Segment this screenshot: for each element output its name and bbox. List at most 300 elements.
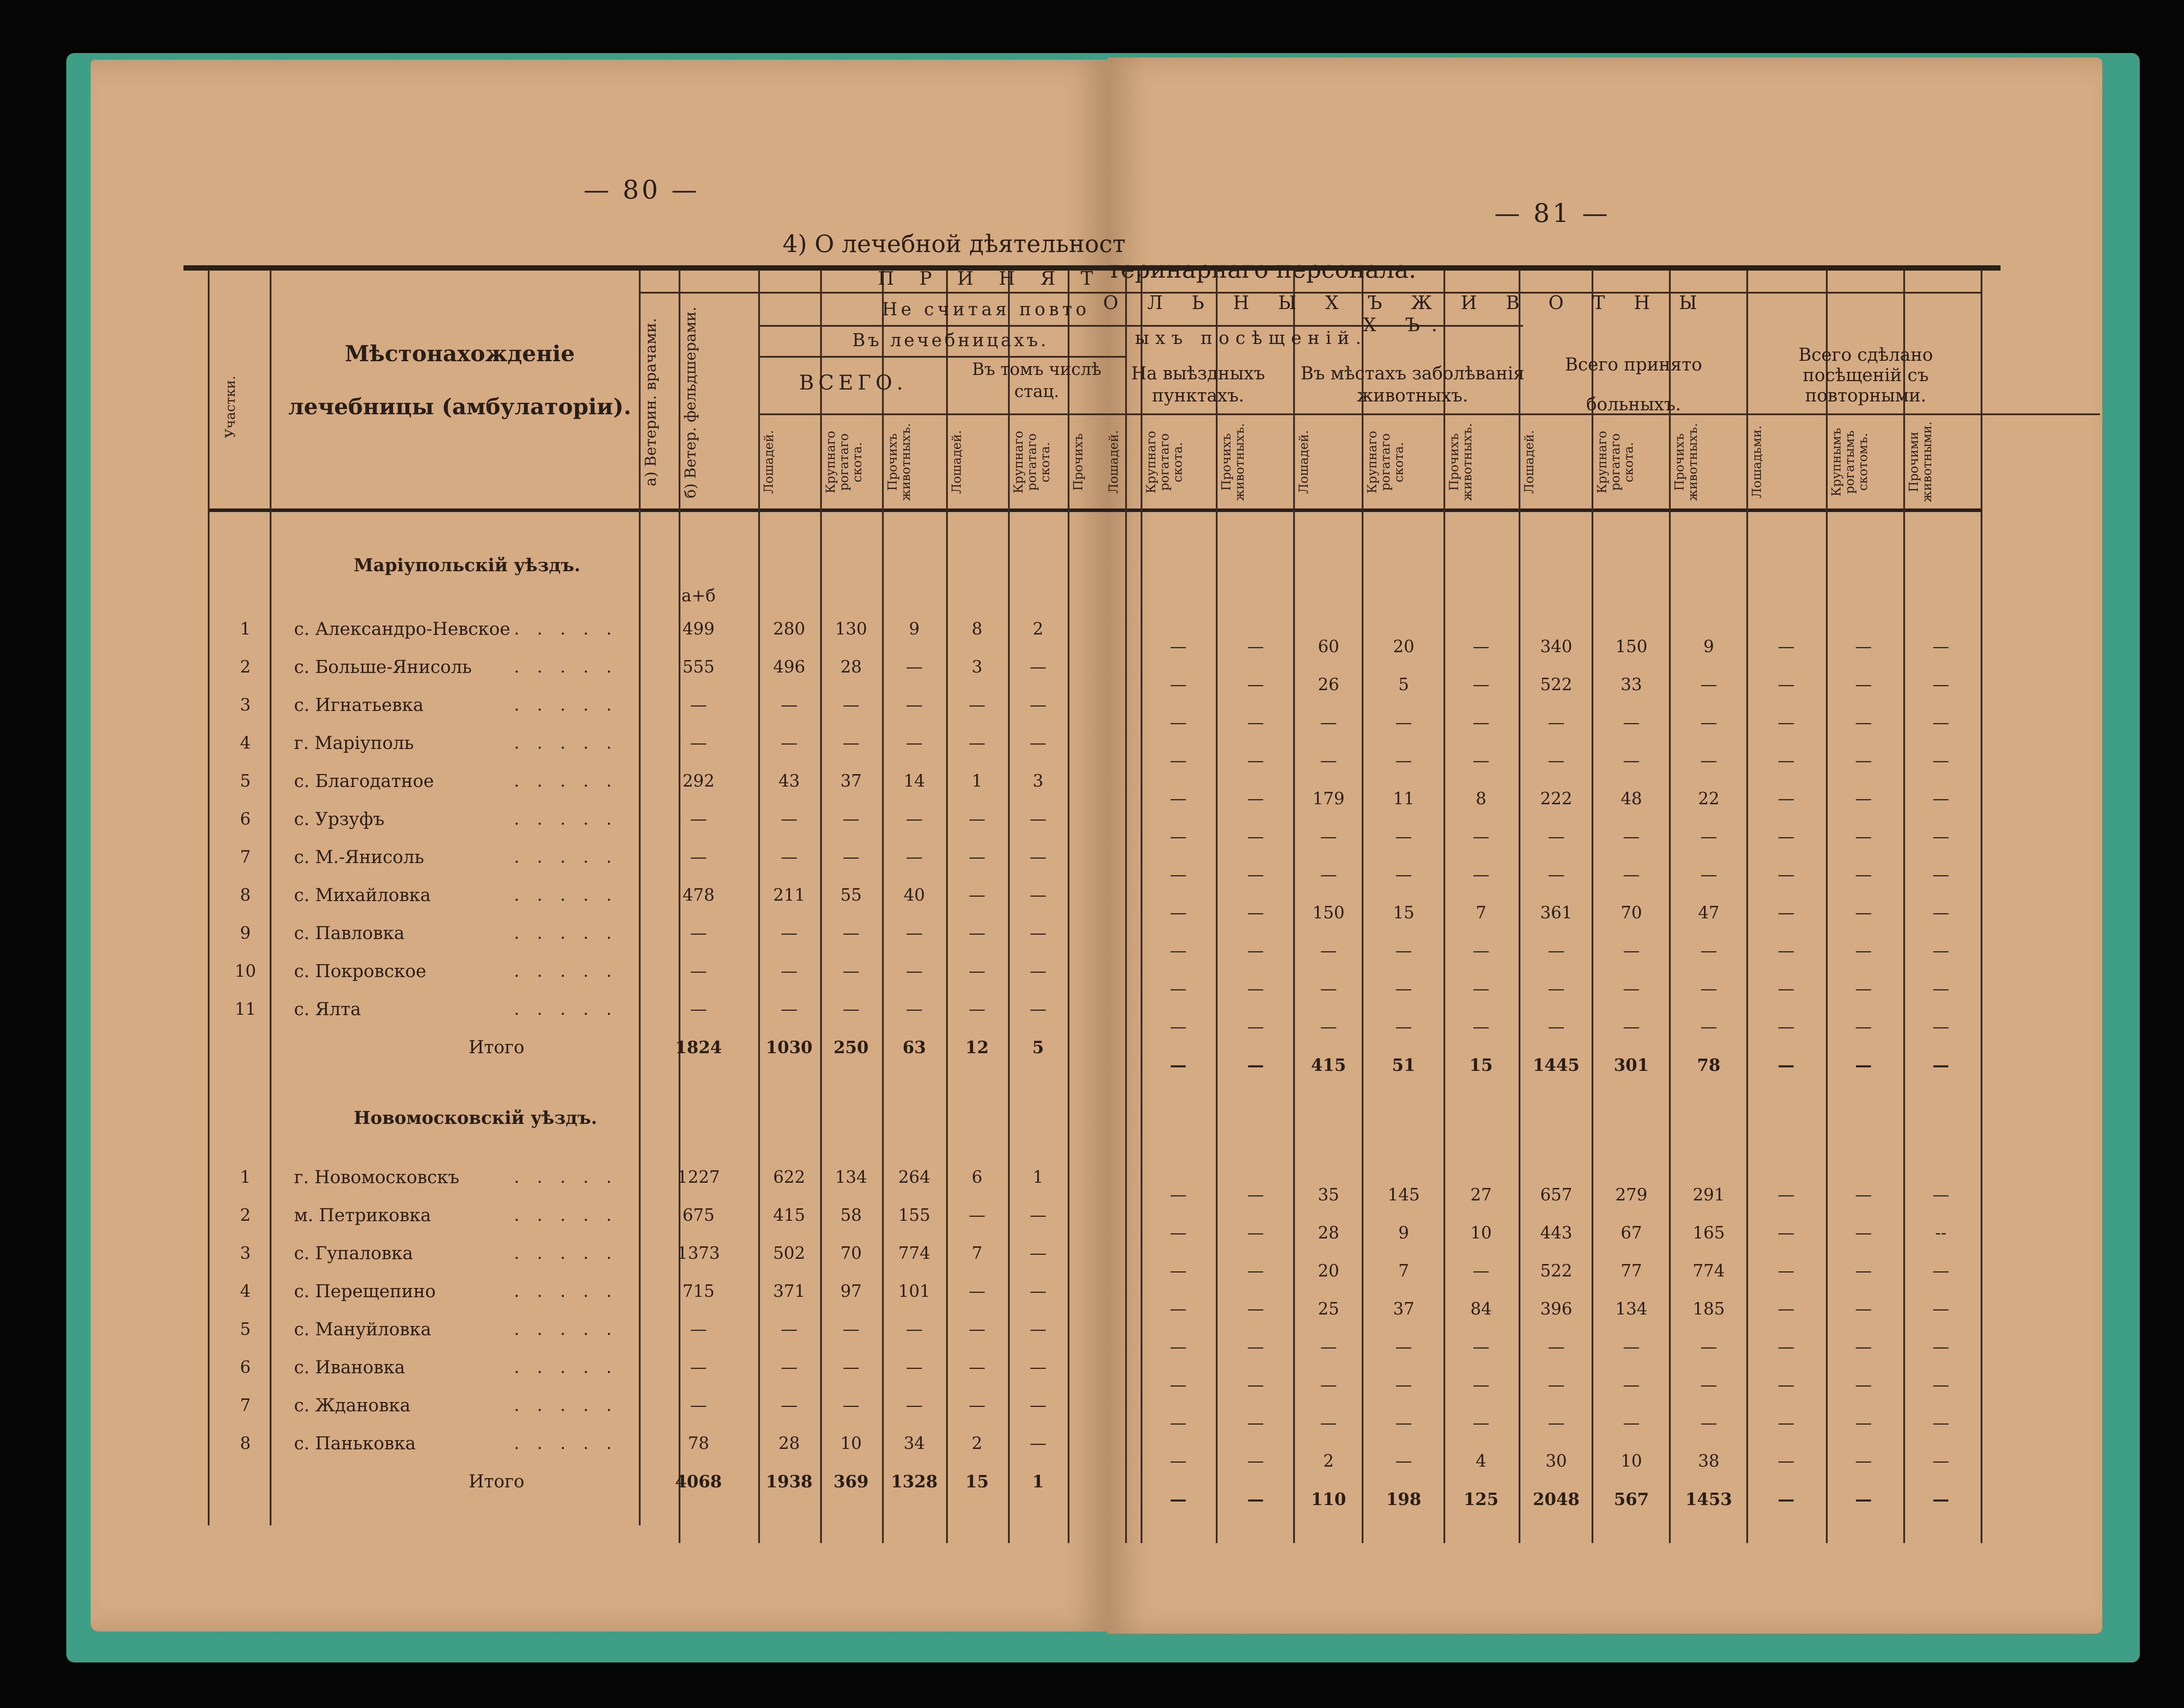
cell-k1: 28 [840, 657, 862, 676]
cell-sk: — [1855, 713, 1872, 732]
cell-tl: — [1548, 751, 1565, 770]
cell-mp: — [1473, 1413, 1489, 1433]
cell-l2: — [969, 1357, 985, 1377]
row-location: с. Гупаловка [294, 1243, 413, 1264]
cell-tk: — [1623, 1017, 1640, 1036]
cell-vl: — [1247, 675, 1264, 694]
cell-vl: — [1247, 713, 1264, 732]
col-location: Мѣстонахожденіе лечебницы (амбулаторіи). [288, 340, 631, 420]
cell-tk: 134 [1615, 1299, 1648, 1318]
cell-k1: 10 [840, 1433, 862, 1453]
cell-vk: — [1170, 903, 1187, 922]
cell-l1: — [781, 1357, 798, 1377]
cell-mp: — [1473, 675, 1489, 694]
cell-sk: — [1855, 1337, 1872, 1356]
row-location: с. Мануйловка [294, 1319, 431, 1340]
cell-ab: — [690, 733, 707, 753]
cell-mk: — [1395, 1375, 1412, 1395]
column-line [882, 270, 884, 1543]
column-line [1669, 270, 1671, 1543]
h-vsego: ВСЕГО. [799, 371, 908, 394]
row-location: с. Урзуфъ [294, 809, 385, 829]
cell-sp: — [1932, 1337, 1949, 1356]
cell-tl: — [1548, 827, 1565, 846]
cell-sk: — [1855, 1017, 1872, 1036]
cell-tk: — [1623, 1337, 1640, 1356]
row-leader: . . . . . [514, 733, 618, 753]
total-tl: 1445 [1533, 1055, 1580, 1075]
cell-p1: — [906, 1357, 923, 1377]
cell-mk: — [1395, 941, 1412, 960]
cell-mp: 8 [1475, 789, 1487, 808]
cell-sl: — [1778, 1451, 1795, 1471]
cell-sl: — [1778, 1185, 1795, 1204]
cell-l1: 28 [778, 1433, 800, 1453]
row-location: с. М.-Янисоль [294, 847, 424, 867]
cell-p1: 101 [898, 1281, 931, 1301]
row-location: с. Ялта [294, 999, 361, 1020]
cell-k2: — [1030, 809, 1046, 829]
cell-sl: — [1778, 789, 1795, 808]
cell-mk: 11 [1393, 789, 1415, 808]
cell-mk: 7 [1398, 1261, 1409, 1280]
cell-vk: — [1170, 1413, 1187, 1433]
row-number: 7 [240, 1395, 251, 1415]
section-title: Маріупольскій уѣздъ. [354, 555, 580, 576]
cell-tl: 443 [1540, 1223, 1573, 1242]
row-leader: . . . . . [514, 771, 618, 791]
cell-vl: — [1247, 789, 1264, 808]
cell-sp: — [1932, 827, 1949, 846]
cell-tp: — [1700, 1375, 1717, 1395]
cell-tp: 291 [1692, 1185, 1725, 1204]
cell-p1: 774 [898, 1243, 931, 1263]
column-line [1826, 270, 1828, 1543]
total-tp: 1453 [1685, 1489, 1732, 1509]
cell-tp: — [1700, 865, 1717, 884]
total-mp: 15 [1469, 1055, 1493, 1075]
row-leader: . . . . . [514, 1243, 618, 1263]
cell-mp: 10 [1470, 1223, 1492, 1242]
cell-ab: — [690, 809, 707, 829]
cell-ml: 2 [1323, 1451, 1334, 1471]
cell-k2: — [1030, 695, 1046, 715]
row-number: 3 [240, 1243, 251, 1263]
cell-k1: 70 [840, 1243, 862, 1263]
column-line [270, 270, 271, 1525]
cell-tk: 10 [1620, 1451, 1642, 1471]
cell-l1: 280 [773, 619, 806, 638]
row-leader: . . . . . [514, 809, 618, 829]
cell-vk: — [1170, 865, 1187, 884]
row-location: м. Петриковка [294, 1205, 431, 1226]
subheader-loshad_short: Лошадей. [949, 430, 964, 494]
cell-ab: — [690, 1319, 707, 1339]
cell-sl: — [1778, 1413, 1795, 1433]
cell-tp: 47 [1698, 903, 1720, 922]
subheader-loshadey: Лошадей. [1296, 430, 1311, 494]
cell-tp: — [1700, 713, 1717, 732]
cell-tl: — [1548, 1017, 1565, 1036]
row-location: с. Павловка [294, 923, 405, 944]
subheader-prochimi: Прочими животными. [1906, 421, 1934, 503]
total-label: Итого [469, 1471, 525, 1492]
column-line [1141, 270, 1142, 1543]
cell-ml: 150 [1312, 903, 1345, 922]
cell-sk: — [1855, 1375, 1872, 1395]
cell-vk: — [1170, 1223, 1187, 1242]
cell-vk: — [1170, 1375, 1187, 1395]
cell-sk: — [1855, 1261, 1872, 1280]
cell-p1: — [906, 695, 923, 715]
cell-sl: — [1778, 675, 1795, 694]
cell-ab: 1373 [677, 1243, 720, 1263]
cell-k1: 134 [835, 1167, 867, 1187]
total-sl: — [1778, 1055, 1795, 1075]
row-number: 3 [240, 695, 251, 715]
cell-vl: — [1247, 1451, 1264, 1471]
cell-p1: — [906, 733, 923, 753]
cell-tp: — [1700, 941, 1717, 960]
cell-sp: — [1932, 1261, 1949, 1280]
cell-l2: — [969, 1395, 985, 1415]
total-l2: 12 [965, 1037, 989, 1057]
cell-vl: — [1247, 751, 1264, 770]
cell-sk: — [1855, 675, 1872, 694]
cell-vl: — [1247, 865, 1264, 884]
row-leader: . . . . . [514, 1281, 618, 1301]
cell-sl: — [1778, 713, 1795, 732]
cell-p1: — [906, 847, 923, 867]
cell-k2: — [1030, 1205, 1046, 1225]
cell-ml: 20 [1317, 1261, 1340, 1280]
cell-sk: — [1855, 865, 1872, 884]
cell-tl: 522 [1540, 1261, 1573, 1280]
total-ml: 110 [1311, 1489, 1346, 1509]
cell-tp: — [1700, 675, 1717, 694]
cell-tl: 396 [1540, 1299, 1573, 1318]
row-leader: . . . . . [514, 1205, 618, 1225]
cell-mp: — [1473, 713, 1489, 732]
cell-tk: 48 [1620, 789, 1642, 808]
cell-vk: — [1170, 637, 1187, 656]
cell-ab: 555 [682, 657, 715, 676]
row-leader: . . . . . [514, 923, 618, 943]
total-k2: 5 [1032, 1037, 1044, 1057]
cell-k1: — [843, 847, 859, 867]
total-k2: 1 [1032, 1471, 1044, 1491]
total-tl: 2048 [1533, 1489, 1580, 1509]
cell-vl: — [1247, 941, 1264, 960]
cell-sp: — [1932, 675, 1949, 694]
cell-p1: — [906, 1395, 923, 1415]
column-line [1903, 270, 1905, 1543]
cell-k2: — [1030, 885, 1046, 905]
h-posescheniy: ыхъ посѣщеній. [1135, 328, 1367, 348]
header-line-3 [758, 356, 1125, 358]
cell-ml: 179 [1312, 789, 1345, 808]
cell-k2: — [1030, 847, 1046, 867]
cell-tp: — [1700, 1337, 1717, 1356]
cell-ab: — [690, 999, 707, 1019]
cell-l2: 7 [971, 1243, 983, 1263]
cell-sk: — [1855, 751, 1872, 770]
cell-sp: — [1932, 903, 1949, 922]
column-line [820, 270, 822, 1543]
cell-sp: — [1932, 979, 1949, 998]
total-p1: 63 [902, 1037, 926, 1057]
cell-tk: 70 [1620, 903, 1642, 922]
cell-tl: 340 [1540, 637, 1573, 656]
row-location: с. Ждановка [294, 1395, 411, 1416]
cell-sp: — [1932, 1017, 1949, 1036]
cell-sl: — [1778, 865, 1795, 884]
cell-l2: 1 [971, 771, 983, 791]
cell-l2: 8 [971, 619, 983, 638]
total-mp: 125 [1463, 1489, 1499, 1509]
cell-sk: — [1855, 1185, 1872, 1204]
cell-p1: — [906, 657, 923, 676]
cell-sl: — [1778, 1375, 1795, 1395]
cell-k1: — [843, 961, 859, 981]
row-leader: . . . . . [514, 1357, 618, 1377]
cell-k1: — [843, 733, 859, 753]
total-l2: 15 [965, 1471, 989, 1491]
cell-l1: 43 [778, 771, 800, 791]
ab-note: а+б [681, 586, 716, 605]
column-line [758, 270, 760, 1543]
total-p1: 1328 [891, 1471, 938, 1491]
cell-sp: — [1932, 1375, 1949, 1395]
total-mk: 51 [1392, 1055, 1416, 1075]
cell-tk: 33 [1620, 675, 1642, 694]
cell-mp: — [1473, 941, 1489, 960]
cell-ml: — [1320, 1337, 1337, 1356]
cell-sk: — [1855, 1413, 1872, 1433]
cell-sp: -- [1935, 1223, 1947, 1242]
cell-ml: — [1320, 1017, 1337, 1036]
column-line [1443, 270, 1445, 1543]
cell-mp: — [1473, 979, 1489, 998]
total-vk: — [1170, 1055, 1187, 1075]
total-tp: 78 [1697, 1055, 1721, 1075]
column-line [1362, 270, 1363, 1543]
cell-tl: — [1548, 713, 1565, 732]
cell-mk: — [1395, 1017, 1412, 1036]
row-number: 1 [240, 1167, 251, 1187]
row-number: 11 [234, 999, 256, 1019]
cell-ml: — [1320, 1375, 1337, 1395]
cell-l1: — [781, 999, 798, 1019]
cell-vl: — [1247, 1185, 1264, 1204]
cell-tp: 9 [1703, 637, 1714, 656]
row-location: г. Маріуполь [294, 733, 414, 753]
h-vsego-prinyato: Всего принято больныхъ. [1565, 355, 1703, 415]
cell-ml: — [1320, 941, 1337, 960]
cell-sl: — [1778, 1299, 1795, 1318]
cell-p1: 14 [903, 771, 925, 791]
cell-k2: — [1030, 1281, 1046, 1301]
cell-vl: — [1247, 1375, 1264, 1395]
total-ml: 415 [1311, 1055, 1346, 1075]
cell-k1: 55 [840, 885, 862, 905]
cell-vl: — [1247, 1223, 1264, 1242]
total-vl: — [1247, 1055, 1264, 1075]
cell-mp: 84 [1470, 1299, 1492, 1318]
cell-tl: — [1548, 1375, 1565, 1395]
cell-k2: — [1030, 1395, 1046, 1415]
cell-k2: — [1030, 1357, 1046, 1377]
subheader-krupn: Крупнаго рогатаго скота. [1144, 431, 1185, 493]
row-leader: . . . . . [514, 1167, 618, 1187]
cell-p1: 40 [903, 885, 925, 905]
cell-sp: — [1932, 1185, 1949, 1204]
cell-ml: 26 [1317, 675, 1340, 694]
cell-mp: — [1473, 827, 1489, 846]
cell-ml: — [1320, 979, 1337, 998]
total-sp: — [1932, 1489, 1949, 1509]
cell-vk: — [1170, 751, 1187, 770]
cell-ab: — [690, 695, 707, 715]
cell-k1: 97 [840, 1281, 862, 1301]
cell-vk: — [1170, 1299, 1187, 1318]
cell-sp: — [1932, 1451, 1949, 1471]
cell-mk: — [1395, 1451, 1412, 1471]
cell-k2: — [1030, 961, 1046, 981]
total-label: Итого [469, 1037, 525, 1058]
total-ab: 4068 [675, 1471, 722, 1491]
subheader-krupn_skotom: Крупнымъ рогатымъ скотомъ. [1829, 428, 1870, 497]
cell-l2: — [969, 1319, 985, 1339]
row-location: с. Паньковка [294, 1433, 416, 1454]
cell-sk: — [1855, 1299, 1872, 1318]
cell-sl: — [1778, 941, 1795, 960]
cell-ab: 292 [682, 771, 715, 791]
row-number: 10 [234, 961, 256, 981]
cell-sp: — [1932, 865, 1949, 884]
cell-tk: 150 [1615, 637, 1648, 656]
cell-ab: — [690, 847, 707, 867]
cell-sl: — [1778, 1017, 1795, 1036]
cell-ab: 1227 [677, 1167, 720, 1187]
subheader-loshadey: Лошадей. [761, 430, 776, 494]
row-leader: . . . . . [514, 961, 618, 981]
cell-p1: 155 [898, 1205, 931, 1225]
cell-l2: 2 [971, 1433, 983, 1453]
cell-mk: 5 [1398, 675, 1409, 694]
cell-ab: 78 [687, 1433, 710, 1453]
h-v-tom: Въ томъ числѣ стац. [972, 359, 1102, 401]
row-number: 6 [240, 809, 251, 829]
subheader-krupn: Крупнаго рогатаго скота. [1365, 431, 1406, 493]
row-location: с. Больше-Янисоль [294, 657, 472, 677]
cell-tk: — [1623, 1413, 1640, 1433]
cell-k1: 37 [840, 771, 862, 791]
cell-vk: — [1170, 941, 1187, 960]
cell-tp: — [1700, 827, 1717, 846]
cell-vk: — [1170, 1337, 1187, 1356]
row-leader: . . . . . [514, 619, 618, 638]
cell-vk: — [1170, 789, 1187, 808]
cell-sp: — [1932, 713, 1949, 732]
cell-sp: — [1932, 637, 1949, 656]
row-number: 5 [240, 771, 251, 791]
cell-p1: 9 [909, 619, 920, 638]
cell-mk: — [1395, 979, 1412, 998]
cell-sk: — [1855, 637, 1872, 656]
cell-vk: — [1170, 1017, 1187, 1036]
cell-mk: — [1395, 1337, 1412, 1356]
cell-k2: — [1030, 1319, 1046, 1339]
total-sp: — [1932, 1055, 1949, 1075]
cell-mp: — [1473, 637, 1489, 656]
cell-sk: — [1855, 941, 1872, 960]
cell-p1: 34 [903, 1433, 925, 1453]
cell-mp: 27 [1470, 1185, 1492, 1204]
cell-l1: — [781, 1319, 798, 1339]
row-leader: . . . . . [514, 999, 618, 1019]
subheader-loshadey: Лошадей. [1522, 430, 1536, 494]
cell-l1: — [781, 961, 798, 981]
cell-sk: — [1855, 1451, 1872, 1471]
column-line [1216, 270, 1218, 1543]
cell-p1: — [906, 999, 923, 1019]
cell-sp: — [1932, 751, 1949, 770]
cell-p1: — [906, 961, 923, 981]
section-title: Новомосковскій уѣздъ. [354, 1108, 597, 1128]
column-line [1519, 270, 1520, 1543]
cell-sk: — [1855, 1223, 1872, 1242]
column-line [1746, 270, 1748, 1543]
cell-l2: — [969, 961, 985, 981]
cell-vk: — [1170, 827, 1187, 846]
subheader-loshad_cut: Лошадей. [1106, 430, 1121, 494]
row-number: 4 [240, 1281, 251, 1301]
cell-tk: — [1623, 827, 1640, 846]
cell-k2: — [1030, 657, 1046, 676]
cell-vl: — [1247, 1017, 1264, 1036]
cell-vl: — [1247, 1299, 1264, 1318]
total-mk: 198 [1386, 1489, 1421, 1509]
cell-tk: — [1623, 941, 1640, 960]
table-caption-left: 4) О лечебной дѣятельност [783, 230, 1126, 258]
cell-k1: — [843, 923, 859, 943]
row-number: 9 [240, 923, 251, 943]
cell-ab: — [690, 1395, 707, 1415]
subheader-proch_short: Прочихъ [1071, 433, 1085, 491]
h-v-lechebn: Въ лечебницахъ. [852, 330, 1049, 351]
total-l1: 1938 [766, 1471, 813, 1491]
row-leader: . . . . . [514, 1319, 618, 1339]
cell-mk: — [1395, 827, 1412, 846]
cell-ml: 28 [1317, 1223, 1340, 1242]
cell-l2: — [969, 733, 985, 753]
subheader-loshadmi: Лошадьми. [1749, 425, 1764, 499]
row-leader: . . . . . [514, 847, 618, 867]
cell-l1: 211 [773, 885, 806, 905]
col-a: а) Ветерин. врачами. [642, 318, 660, 487]
row-location: г. Новомосковскъ [294, 1167, 460, 1188]
subheader-krupn_short: Крупнаго рогатаго скота. [1011, 431, 1052, 493]
row-number: 7 [240, 847, 251, 867]
row-number: 1 [240, 619, 251, 638]
column-line [639, 270, 641, 1525]
row-location: с. Михайловка [294, 885, 431, 906]
cell-ml: — [1320, 865, 1337, 884]
cell-mp: — [1473, 1337, 1489, 1356]
cell-tp: — [1700, 751, 1717, 770]
cell-mk: — [1395, 713, 1412, 732]
